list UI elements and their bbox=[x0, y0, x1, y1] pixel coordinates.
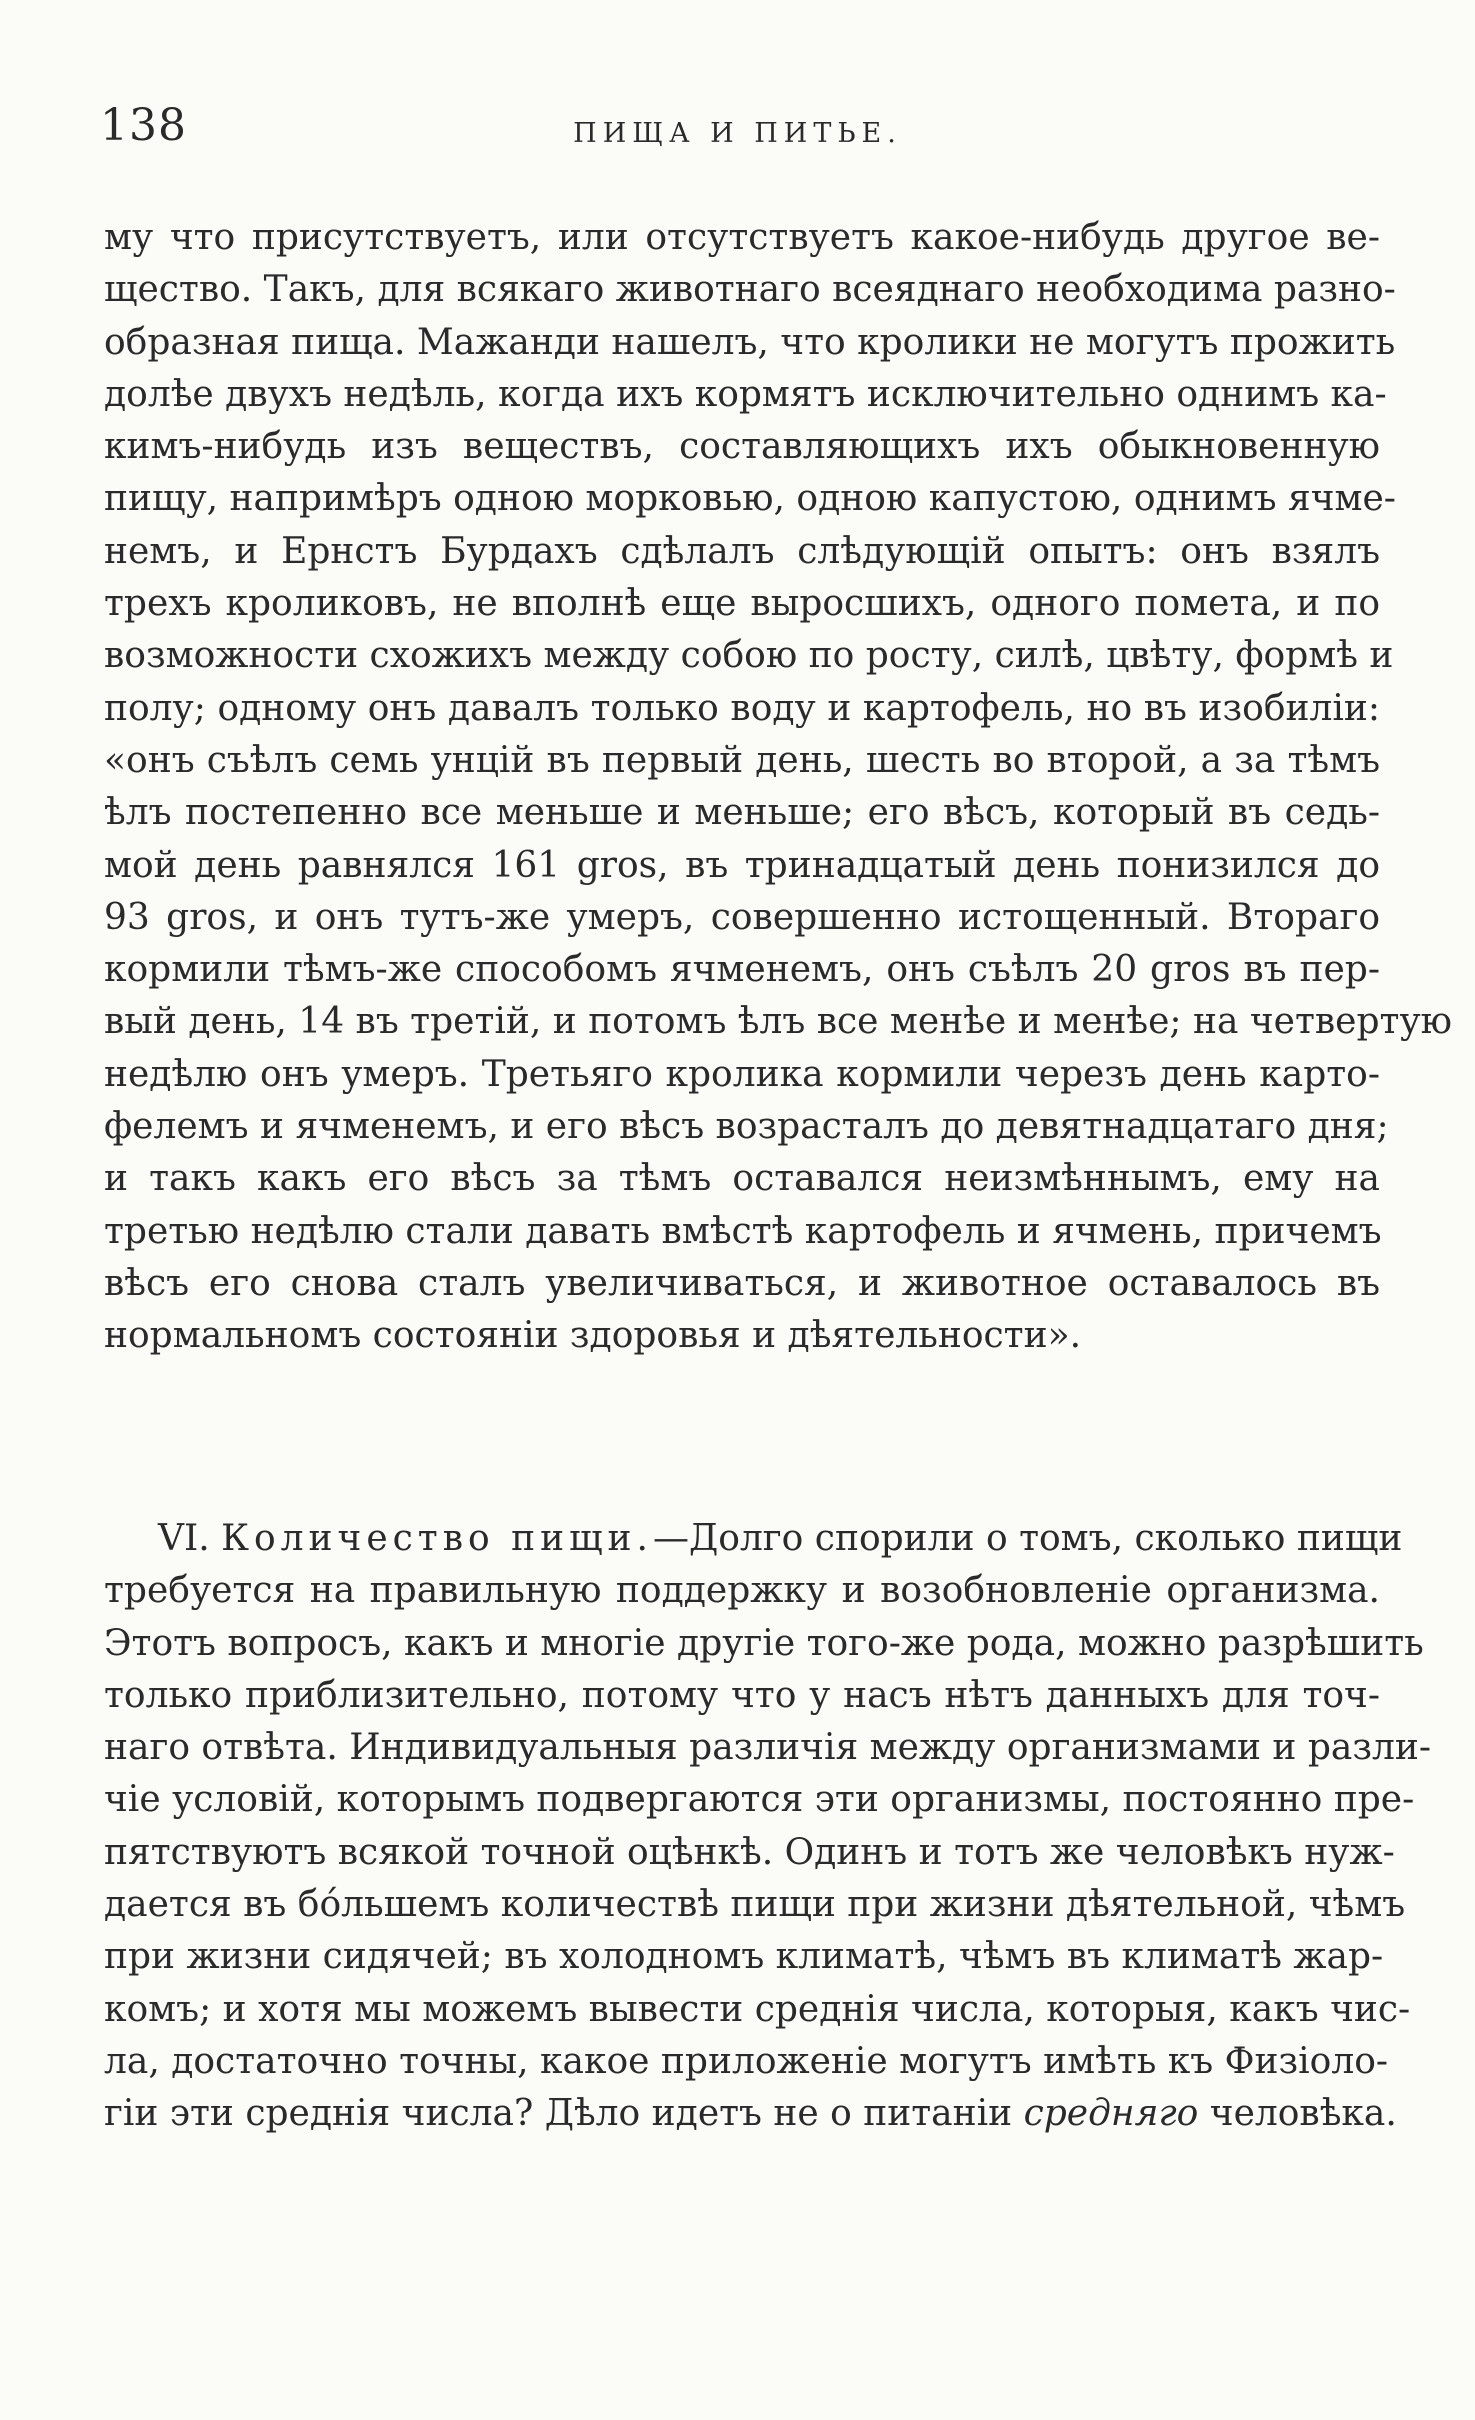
page-number: 138 bbox=[100, 100, 187, 151]
text-line: недѣлю онъ умеръ. Третьяго кролика кормили черезъ день карто- bbox=[104, 1053, 1380, 1095]
text-line: дается въ бóльшемъ количествѣ пищи при жизни дѣятельной, чѣмъ bbox=[104, 1884, 1406, 1926]
section-lines bbox=[104, 1565, 1432, 2088]
italic-word: средняго bbox=[1023, 2093, 1199, 2135]
section-heading: Количество пищи. bbox=[221, 1518, 653, 1559]
text-line: возможности схожихъ между собою по росту, силѣ, цвѣту, формѣ и bbox=[104, 635, 1394, 677]
text-line: требуется на правильную поддержку и возобновленіе организма. bbox=[104, 1570, 1380, 1612]
text-line: кимъ-нибудь изъ веществъ, составляющихъ ихъ обыкновенную bbox=[104, 426, 1380, 468]
text-line: немъ, и Ернстъ Бурдахъ сдѣлалъ слѣдующій опытъ: онъ взялъ bbox=[104, 530, 1380, 572]
last-line-text: гіи эти среднія числа? Дѣло идетъ не о питаніи bbox=[104, 2093, 1024, 2135]
paragraph-1 bbox=[104, 212, 1452, 1363]
text-line: и такъ какъ его вѣсъ за тѣмъ оставался неизмѣннымъ, ему на bbox=[104, 1158, 1380, 1200]
text-line: нормальномъ состояніи здоровья и дѣятельности». bbox=[104, 1315, 1082, 1357]
text-line: только приблизительно, потому что у насъ нѣтъ данныхъ для точ- bbox=[104, 1674, 1380, 1716]
text-line: наго отвѣта. Индивидуальныя различія между организмами и разли- bbox=[104, 1727, 1432, 1769]
text-line: полу; одному онъ давалъ только воду и картофель, но въ изобиліи: bbox=[104, 687, 1380, 729]
text-line: трехъ кроликовъ, не вполнѣ еще выросшихъ, одного помета, и по bbox=[104, 583, 1380, 625]
text-line: «онъ съѣлъ семь унцій въ первый день, шесть во второй, а за тѣмъ bbox=[104, 739, 1380, 781]
text-line: пятствуютъ всякой точной оцѣнкѣ. Одинъ и тотъ же человѣкъ нуж- bbox=[104, 1831, 1395, 1873]
section-first-line-text: —Долго спорили о томъ, сколько пищи bbox=[653, 1518, 1403, 1559]
text-line: фелемъ и ячменемъ, и его вѣсъ возрасталъ до девятнадцатаго дня; bbox=[104, 1106, 1389, 1148]
text-line: образная пища. Мажанди нашелъ, что кролики не могутъ прожить bbox=[104, 321, 1396, 363]
text-line: щество. Такъ, для всякаго животнаго всеяднаго необходима разно- bbox=[104, 269, 1396, 311]
text-line: при жизни сидячей; въ холодномъ климатѣ, чѣмъ въ климатѣ жар- bbox=[104, 1936, 1384, 1978]
text-line: пищу, напримѣръ одною морковью, одною капустою, однимъ ячме- bbox=[104, 478, 1396, 520]
text-line: Этотъ вопросъ, какъ и многіе другіе того-же рода, можно разрѣшить bbox=[104, 1622, 1424, 1664]
text-line: ѣлъ постепенно все меньше и меньше; его вѣсъ, который въ седь- bbox=[104, 792, 1380, 834]
text-line: третью недѣлю стали давать вмѣстѣ картофель и ячмень, причемъ bbox=[104, 1210, 1382, 1252]
text-line: долѣе двухъ недѣль, когда ихъ кормятъ исключительно однимъ ка- bbox=[104, 373, 1387, 415]
text-line: чіе условій, которымъ подвергаются эти организмы, постоянно пре- bbox=[104, 1779, 1415, 1821]
text-line: мой день равнялся 161 gros, въ тринадцатый день понизился до bbox=[104, 844, 1380, 886]
section-6 bbox=[104, 1513, 1432, 2141]
text-line: 93 gros, и онъ тутъ-же умеръ, совершенно истощенный. Втораго bbox=[104, 896, 1380, 938]
text-line: комъ; и хотя мы можемъ вывести среднія числа, которыя, какъ чис- bbox=[104, 1988, 1411, 2030]
text-line: ла, достаточно точны, какое приложеніе могутъ имѣть къ Физіоло- bbox=[104, 2040, 1389, 2082]
text-line: му что присутствуетъ, или отсутствуетъ какое-нибудь другое ве- bbox=[104, 217, 1380, 258]
text-line: вый день, 14 въ третій, и потомъ ѣлъ все менѣе и менѣе; на четвертую bbox=[104, 1001, 1452, 1043]
text-line: вѣсъ его снова сталъ увеличиваться, и животное оставалось въ bbox=[104, 1262, 1380, 1304]
section-last-line bbox=[104, 2088, 1397, 2140]
text-line: кормили тѣмъ-же способомъ ячменемъ, онъ съѣлъ 20 gros въ пер- bbox=[104, 949, 1380, 991]
running-title: ПИЩА И ПИТЬЕ. bbox=[573, 118, 902, 149]
last-line-end: человѣка. bbox=[1198, 2093, 1397, 2135]
section-first-line bbox=[104, 1513, 1403, 1565]
section-numeral: VI. bbox=[158, 1518, 210, 1559]
